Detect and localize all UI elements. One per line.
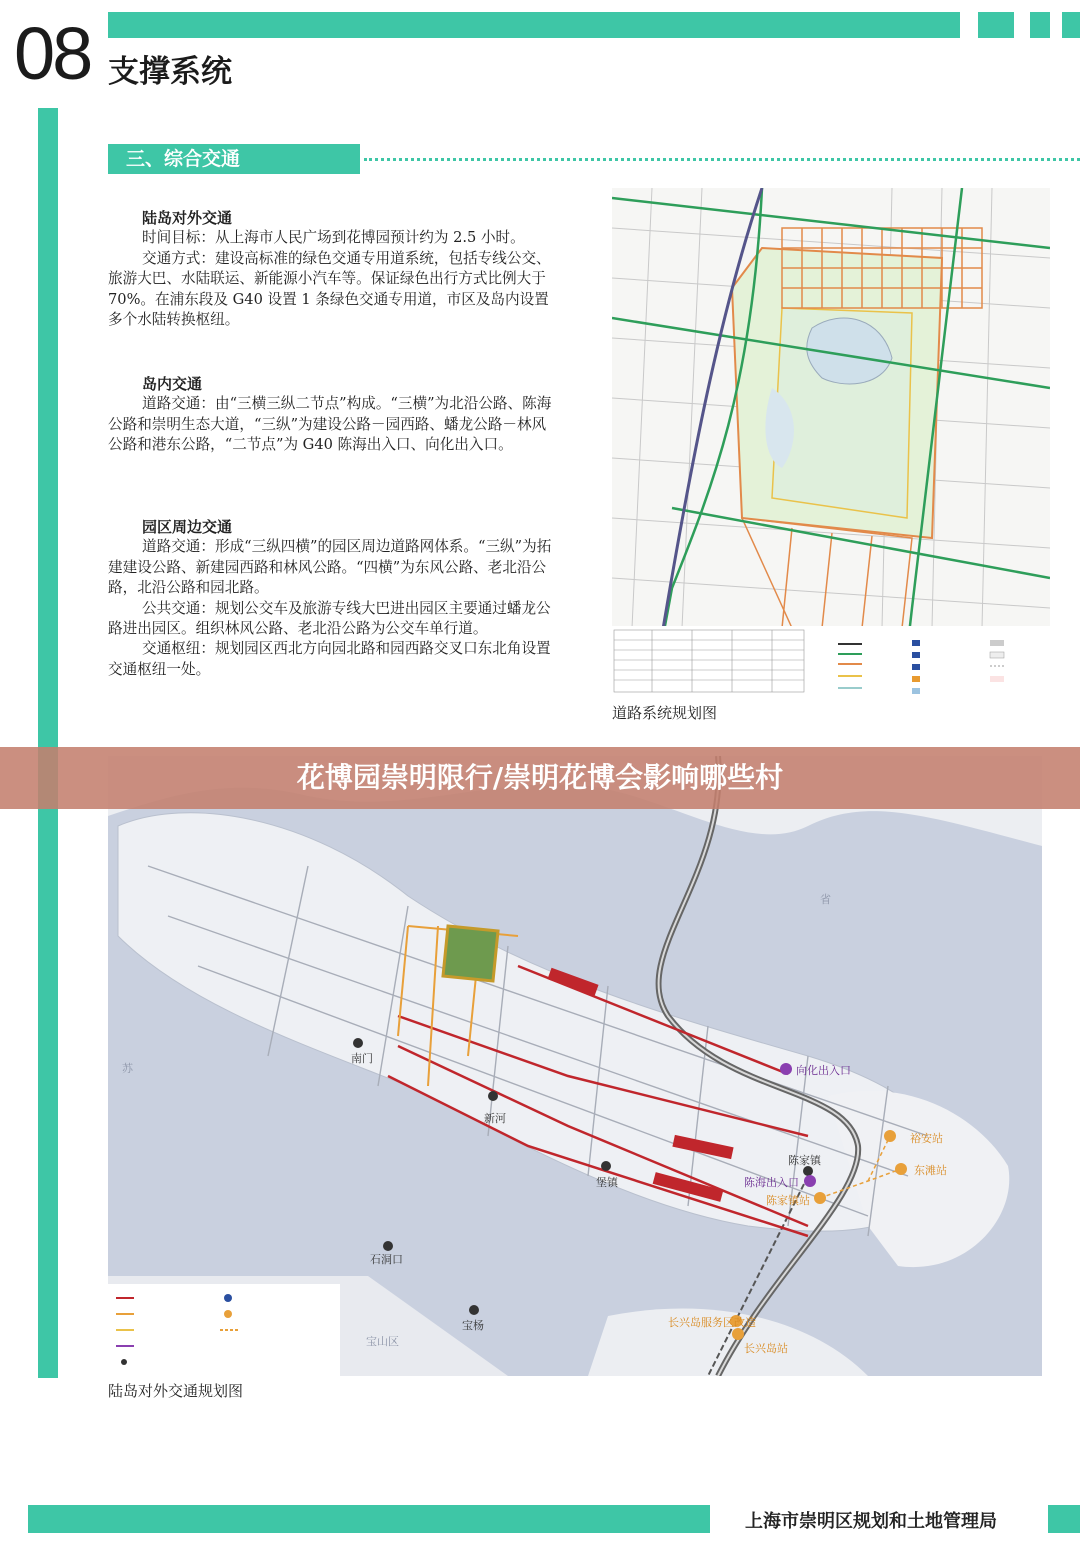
block-paragraph: 时间目标：从上海市人民广场到花博园预计约为 2.5 小时。 [142,229,525,247]
block-heading: 陆岛对外交通 [142,209,233,227]
header-bar-segment [978,12,1014,38]
place-dongtan-station: 东滩站 [914,1164,947,1177]
header-bar-segment [1030,12,1050,38]
block-paragraph: 交通枢纽：规划园区西北方向园北路和园西路交叉口东北角设置交通枢纽一处。 [108,640,551,678]
place-changxing-station: 长兴岛站 [744,1342,788,1355]
place-xianghua-exit: 向化出入口 [796,1064,851,1077]
place-su: 苏 [122,1062,133,1075]
text-block-park-surrounding [108,517,552,680]
road-system-map-caption: 道路系统规划图 [612,704,718,722]
header-bar [108,12,960,38]
island-transport-map [108,756,1042,1376]
section-divider [364,158,1080,161]
left-accent-bar [38,108,58,1378]
block-heading: 园区周边交通 [142,518,233,536]
overlay-title-banner: 花博园崇明限行/崇明花博会影响哪些村 [0,747,1080,809]
island-transport-map-caption: 陆岛对外交通规划图 [108,1382,244,1400]
place-province: 省 [820,893,831,906]
place-chenhai-exit: 陈海出入口 [744,1176,799,1189]
text-block-island-internal [108,374,552,456]
place-changxing-service: 长兴岛服务区改造 [668,1316,756,1329]
block-paragraph: 公共交通：规划公交车及旅游专线大巴进出园区主要通过蟠龙公路进出园区。组织林风公路、老北沿公路为公交车单行道。 [108,599,551,638]
section-title: 三、综合交通 [108,144,360,174]
chapter-title: 支撑系统 [108,54,232,90]
header-bar-segment [1062,12,1080,38]
footer-bar-segment [1048,1505,1080,1533]
chapter-number: 08 [14,12,91,95]
place-yuan-station: 裕安站 [910,1132,943,1145]
place-chenjiazhen: 陈家镇 [788,1154,821,1167]
place-shidongkou: 石洞口 [370,1253,403,1266]
place-nanmen: 南门 [351,1052,373,1065]
place-chenjiazhen-station: 陈家镇站 [766,1194,810,1207]
block-paragraph: 交通方式：建设高标准的绿色交通专用道系统，包括专线公交、旅游大巴、水陆联运、新能源小汽车等。保证绿色出行方式比例大于 70%。在浦东段及 G40 设置 1 条绿色交通专用道，市区及岛内设置多个水陆转换枢纽。 [108,249,551,329]
road-system-map [612,188,1050,696]
block-paragraph: 道路交通：形成“三纵四横”的园区周边道路网体系。“三纵”为拓建建设公路、新建园西路和林风公路。“四横”为东风公路、老北沿公路，北沿公路和园北路。 [108,538,552,597]
place-baoshanqu: 宝山区 [366,1335,399,1348]
footer-bar [28,1505,710,1533]
footer-organization: 上海市崇明区规划和土地管理局 [745,1511,997,1532]
text-block-land-island [108,208,552,330]
block-heading: 岛内交通 [142,375,203,393]
place-baozhen: 堡镇 [596,1176,618,1189]
place-xinhe: 新河 [484,1112,506,1125]
place-baoyang: 宝杨 [462,1319,484,1332]
block-paragraph: 道路交通：由“三横三纵二节点”构成。“三横”为北沿公路、陈海公路和崇明生态大道，“三纵”为建设公路－园西路、蟠龙公路－林风公路和港东公路，“二节点”为 G40 陈海出入口、向化出入口。 [108,395,552,454]
